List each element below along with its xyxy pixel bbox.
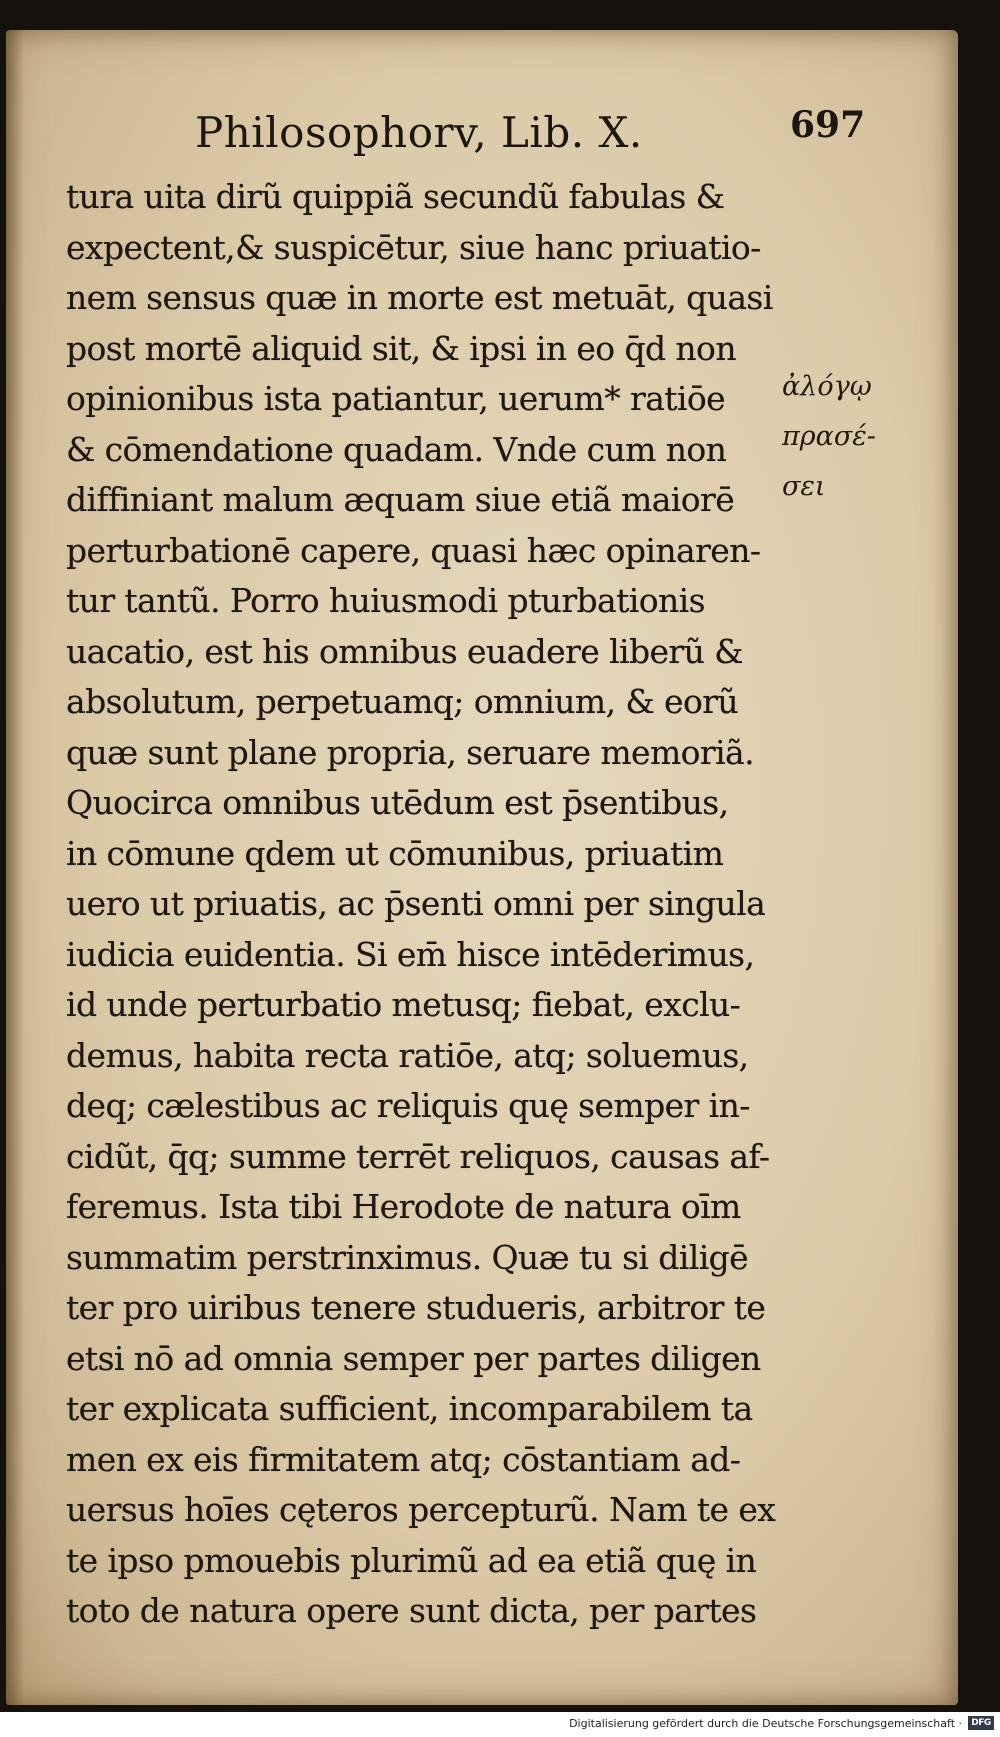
- text-line: tur tantũ. Porro huiusmodi pturbationis: [66, 581, 705, 620]
- margin-note: πρασέ-: [782, 421, 876, 452]
- body-text: [66, 172, 786, 1637]
- text-line: uacatio, est his omnibus euadere liberũ &: [66, 631, 743, 671]
- digitization-footer: [0, 1712, 1000, 1737]
- text-line: ter explicata sufficient, incomparabilem ta: [66, 1389, 753, 1428]
- funding-credit: Digitalisierung gefördert durch die Deutsche Forschungsgemeinschaft ·: [569, 1717, 962, 1730]
- text-line: tura uita dirũ quippiã secundũ fabulas &: [66, 177, 725, 216]
- text-line: perturbationē capere, quasi hæc opinaren-: [66, 530, 761, 570]
- page-number: 697: [790, 104, 866, 146]
- text-line: etsi nō ad omnia semper per partes diligen: [66, 1338, 761, 1378]
- text-line: demus, habita recta ratiōe, atq; soluemus,: [66, 1035, 749, 1075]
- text-line: id unde perturbatio metusq; fiebat, exclu-: [66, 985, 741, 1024]
- text-line: Quocirca omnibus utēdum est p̄sentibus,: [66, 783, 729, 822]
- text-line: ter pro uiribus tenere studueris, arbitror te: [66, 1288, 766, 1327]
- text-line: cidũt, q̄q; summe terrēt reliquos, causas af-: [66, 1136, 770, 1176]
- running-head: Philosophorv, Lib. X.: [195, 108, 643, 157]
- text-line: & cōmendatione quadam. Vnde cum non: [66, 429, 727, 469]
- text-line: te ipso pmouebis plurimũ ad ea etiã quę in: [66, 1540, 757, 1580]
- text-line: toto de natura opere sunt dicta, per partes: [66, 1591, 757, 1630]
- text-line: expectent,& suspicētur, siue hanc priuatio-: [66, 227, 761, 267]
- margin-note: σει: [782, 471, 826, 502]
- text-line: diffiniant malum æquam siue etiã maiorē: [66, 480, 735, 519]
- text-line: in cōmune qdem ut cōmunibus, priuatim: [66, 833, 724, 873]
- text-line: opinionibus ista patiantur, uerum* ratiōe: [66, 379, 726, 418]
- text-line: feremus. Ista tibi Herodote de natura oīm: [66, 1187, 741, 1226]
- margin-note: ἀλόγῳ: [782, 371, 872, 402]
- text-line: absolutum, perpetuamq; omnium, & eorũ: [66, 682, 739, 721]
- text-line: iudicia euidentia. Si em̄ hisce intēderimus,: [66, 934, 755, 974]
- text-line: nem sensus quæ in morte est metuāt, quasi: [66, 278, 773, 317]
- text-line: uersus hoīes cęteros percepturũ. Nam te ex: [66, 1490, 776, 1529]
- text-line: deq; cælestibus ac reliquis quę semper in-: [66, 1086, 750, 1125]
- text-line: post mortē aliquid sit, & ipsi in eo q̄d non: [66, 328, 736, 368]
- text-line: men ex eis firmitatem atq; cōstantiam ad-: [66, 1439, 741, 1479]
- text-line: quæ sunt plane propria, seruare memoriã.: [66, 732, 755, 772]
- text-line: summatim perstrinximus. Quæ tu si diligē: [66, 1237, 749, 1277]
- page-gutter-shadow: [6, 30, 24, 1705]
- marginal-notes: [782, 362, 902, 512]
- dfg-logo: DFG: [968, 1716, 994, 1730]
- text-line: uero ut priuatis, ac p̄senti omni per singula: [66, 884, 766, 923]
